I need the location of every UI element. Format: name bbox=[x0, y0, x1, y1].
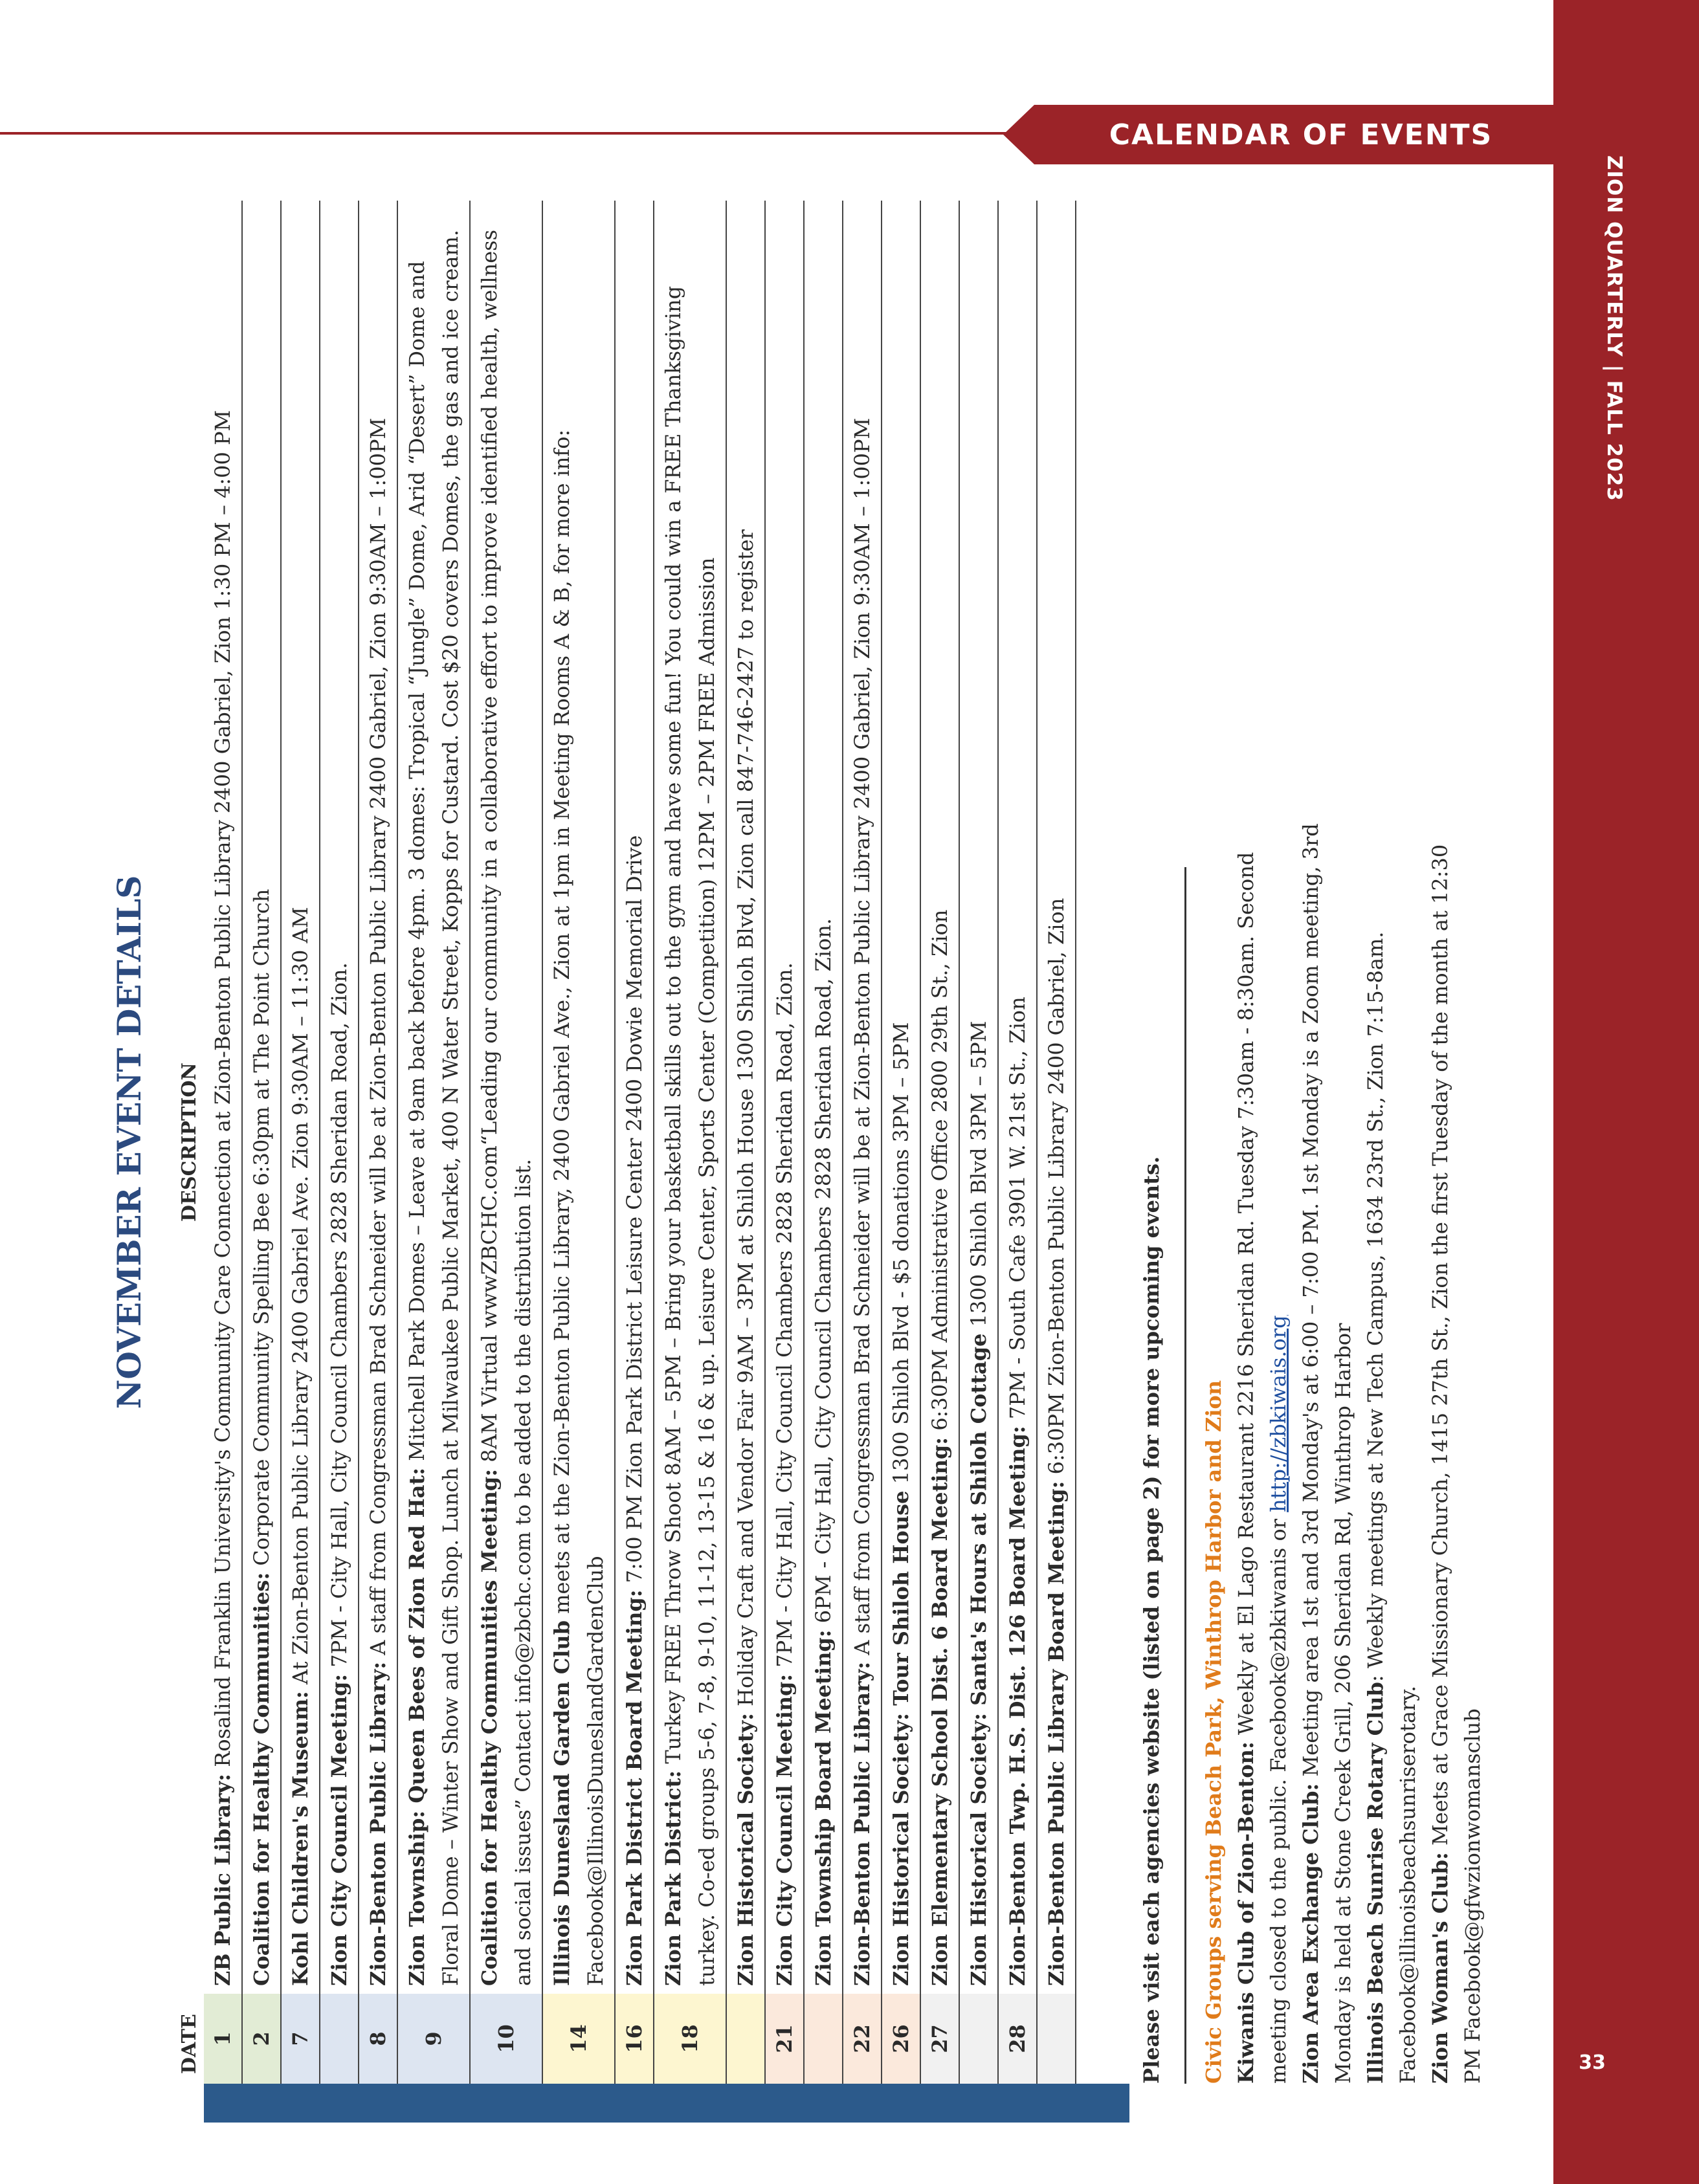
event-description bbox=[726, 201, 765, 1994]
event-text: 6:30PM Zion-Benton Public Library 2400 Gabriel, Zion bbox=[1044, 898, 1069, 1475]
civic-name: Kiwanis Club of Zion-Benton: bbox=[1234, 1741, 1258, 2084]
event-date: 16 bbox=[615, 1994, 654, 2084]
event-text: meets at the Zion-Benton Public Library, 2400 Gabriel Ave., Zion at 1pm in Meeting Rooms A & B, for more info: Facebook@IllinoisDuneslandGardenClub bbox=[550, 429, 608, 1986]
event-text: Mitchell Park Domes – Leave at 9am back before 4pm. 3 domes: Tropical “Jungle” Dome, Arid “Desert” Dome and Floral Dome – Winter Show and Gift Shop. Lunch at Milwaukee Public Market, 400 N Water Street, Kopps for Custard. Cost $20 covers Domes, the gas and ice cream. bbox=[405, 229, 463, 1986]
table-row bbox=[654, 201, 726, 2084]
event-date: 8 bbox=[359, 1994, 397, 2084]
event-organizer: Zion Park District Board Meeting: bbox=[622, 1589, 647, 1986]
publication-label: ZION QUARTERLY | FALL 2023 bbox=[1603, 155, 1626, 502]
civic-text: Meeting area 1st and 3rd Monday's at 6:00 – 7:00 PM. 1st Monday is a Zoom meeting, 3rd Monday is held at Stone Creek Grill, 206 Sheridan Rd, Winthrop Harbor bbox=[1298, 823, 1355, 2084]
event-date bbox=[320, 1994, 359, 2084]
event-date: 14 bbox=[542, 1994, 615, 2084]
event-date: 26 bbox=[882, 1994, 920, 2084]
event-date: 7 bbox=[281, 1994, 320, 2084]
event-date: 1 bbox=[204, 1994, 242, 2084]
table-header-bar bbox=[204, 2084, 1129, 2123]
event-description bbox=[542, 201, 615, 1994]
event-date: 9 bbox=[397, 1994, 470, 2084]
event-date: 10 bbox=[470, 1994, 542, 2084]
section-divider bbox=[1184, 867, 1186, 2084]
civic-name: Zion Woman's Club: bbox=[1428, 1852, 1452, 2084]
event-text: Corporate Community Spelling Bee 6:30pm at The Point Church bbox=[249, 888, 274, 1566]
page-title: NOVEMBER EVENT DETAILS bbox=[110, 875, 148, 1409]
event-description bbox=[765, 201, 804, 1994]
event-text: Turkey FREE Throw Shoot 8AM – 5PM – Bring your basketball skills out to the gym and have some fun! You could win a FREE Thanksgiving turkey. Co-ed groups 5-6, 7-8, 9-10, 11-12, 13-15 & 16 & up. Leisure Center, Sports Center (Competition) 12PM – 2PM FREE Admission bbox=[661, 285, 719, 1986]
event-organizer: ZB Public Library: bbox=[210, 1773, 235, 1986]
rotated-content bbox=[104, 201, 1560, 2084]
event-text: A staff from Congressman Brad Schneider will be at Zion-Benton Public Library 2400 Gabriel, Zion 9:30AM – 1:00PM bbox=[850, 417, 874, 1655]
events-table bbox=[204, 201, 1076, 2084]
table-row bbox=[843, 201, 882, 2084]
event-organizer: Zion Historical Society: bbox=[733, 1713, 758, 1986]
event-organizer: Zion-Benton Twp. H.S. Dist. 126 Board Meeting: bbox=[1005, 1426, 1030, 1986]
event-organizer: Zion City Council Meeting: bbox=[772, 1673, 797, 1986]
event-organizer: Zion City Council Meeting: bbox=[327, 1673, 351, 1986]
civic-text: Meets at Grace Missionary Church, 1415 27th St., Zion the first Tuesday of the month at 12:30 PM Facebook@gfwzionwomansclub bbox=[1428, 844, 1485, 2084]
event-description bbox=[470, 201, 542, 1994]
sidebar-band bbox=[1553, 0, 1699, 2184]
event-description bbox=[1037, 201, 1076, 1994]
civic-groups bbox=[1197, 822, 1489, 2084]
event-text: Rosalind Franklin University's Community Care Connection at Zion-Benton Public Library 2400 Gabriel, Zion 1:30 PM – 4:00 PM bbox=[210, 410, 235, 1767]
event-text: 6PM - City Hall, City Council Chambers 2828 Sheridan Road, Zion. bbox=[811, 918, 836, 1624]
table-row bbox=[998, 201, 1037, 2084]
table-row bbox=[882, 201, 920, 2084]
event-text: Holiday Craft and Vendor Fair 9AM – 3PM at Shiloh House 1300 Shiloh Blvd, Zion call 847-746-2427 to register bbox=[733, 529, 758, 1706]
upcoming-events-note: Please visit each agencies website (listed on page 2) for more upcoming events. bbox=[1139, 1156, 1164, 2084]
event-description bbox=[242, 201, 281, 1994]
event-text: A staff from Congressman Brad Schneider will be at Zion-Benton Public Library 2400 Gabriel, Zion 9:30AM – 1:00PM bbox=[366, 417, 390, 1655]
civic-heading: Civic Groups serving Beach Park, Winthrop Harbor and Zion bbox=[1201, 1380, 1226, 2084]
civic-item-kiwanis bbox=[1230, 822, 1294, 2084]
event-date bbox=[1037, 1994, 1076, 2084]
event-description bbox=[998, 201, 1037, 1994]
page-number: 33 bbox=[1579, 2051, 1606, 2074]
description-column-header: DESCRIPTION bbox=[178, 1063, 201, 1222]
event-organizer: Zion-Benton Public Library Board Meeting: bbox=[1044, 1481, 1069, 1986]
event-description bbox=[397, 201, 470, 1994]
table-row bbox=[804, 201, 843, 2084]
event-description bbox=[320, 201, 359, 1994]
table-row bbox=[1037, 201, 1076, 2084]
event-date: 18 bbox=[654, 1994, 726, 2084]
civic-text: Weekly at El Lago Restaurant 2216 Sheridan Rd. Tuesday 7:30am - 8:30am. Second meeting closed to the public. Facebook@zbkiwanis or bbox=[1234, 852, 1291, 2084]
event-date bbox=[726, 1994, 765, 2084]
event-text: 7PM - South Cafe 3901 W. 21st St., Zion bbox=[1005, 997, 1030, 1420]
event-date: 27 bbox=[920, 1994, 959, 2084]
event-description bbox=[615, 201, 654, 1994]
event-text: 8AM Virtual wwwZBCHC.com“Leading our community in a collaborative effort to improve identified health, wellness and social issues” Contact info@zbchc.com to be added to the distribution list. bbox=[477, 229, 535, 1986]
event-organizer: Kohl Children's Museum: bbox=[288, 1691, 313, 1986]
civic-text: : Weekly meetings at New Tech Campus, 1634 23rd St., Zion 7:15-8am. Facebook@illinoisbeachsunriserotary. bbox=[1363, 931, 1420, 2084]
event-text: 7PM - City Hall, City Council Chambers 2828 Sheridan Road, Zion. bbox=[327, 962, 351, 1668]
event-description bbox=[920, 201, 959, 1994]
event-description bbox=[804, 201, 843, 1994]
event-date: 2 bbox=[242, 1994, 281, 2084]
event-text: 1300 Shiloh Blvd - $5 donations 3PM – 5PM bbox=[889, 1022, 913, 1484]
event-organizer: Zion Township Board Meeting: bbox=[811, 1629, 836, 1986]
kiwanis-link[interactable]: http://zbkiwais.org bbox=[1266, 1315, 1291, 1512]
table-row bbox=[359, 201, 397, 2084]
event-organizer: Zion-Benton Public Library: bbox=[850, 1661, 874, 1986]
event-date: 22 bbox=[843, 1994, 882, 2084]
table-row bbox=[242, 201, 281, 2084]
event-date: 28 bbox=[998, 1994, 1037, 2084]
event-date bbox=[959, 1994, 998, 2084]
civic-item-exchange bbox=[1294, 822, 1359, 2084]
event-organizer: Zion Historical Society: Tour Shiloh House bbox=[889, 1490, 913, 1986]
event-organizer: Coalition for Healthy Communities: bbox=[249, 1572, 274, 1986]
calendar-tab-label: CALENDAR OF EVENTS bbox=[1109, 118, 1493, 151]
event-text: At Zion-Benton Public Library 2400 Gabriel Ave. Zion 9:30AM – 11:30 AM bbox=[288, 907, 313, 1684]
event-organizer: Illinois Dunesland Garden Club bbox=[550, 1620, 574, 1986]
event-date: 21 bbox=[765, 1994, 804, 2084]
event-organizer: Zion Historical Society: Santa's Hours at Shiloh Cottage bbox=[966, 1333, 991, 1986]
table-row bbox=[542, 201, 615, 2084]
event-description bbox=[281, 201, 320, 1994]
table-row bbox=[470, 201, 542, 2084]
civic-item-womans-club bbox=[1424, 822, 1489, 2084]
civic-name: Zion Area Exchange Club: bbox=[1298, 1783, 1323, 2084]
event-text: 6:30PM Administrative Office 2800 29th St., Zion bbox=[927, 909, 952, 1431]
table-row bbox=[726, 201, 765, 2084]
event-description bbox=[843, 201, 882, 1994]
date-column-header: DATE bbox=[178, 2014, 201, 2074]
event-organizer: Coalition for Healthy Communities Meeting: bbox=[477, 1468, 502, 1986]
table-row bbox=[920, 201, 959, 2084]
table-row bbox=[397, 201, 470, 2084]
event-date bbox=[804, 1994, 843, 2084]
table-row bbox=[615, 201, 654, 2084]
event-description bbox=[359, 201, 397, 1994]
civic-item-rotary bbox=[1359, 822, 1424, 2084]
table-row bbox=[281, 201, 320, 2084]
event-text: 7:00 PM Zion Park District Leisure Center 2400 Dowie Memorial Drive bbox=[622, 835, 647, 1583]
event-description bbox=[654, 201, 726, 1994]
table-row bbox=[765, 201, 804, 2084]
table-row bbox=[320, 201, 359, 2084]
civic-name: Illinois Beach Sunrise Rotary Club bbox=[1363, 1682, 1388, 2084]
table-row bbox=[959, 201, 998, 2084]
event-text: 7PM - City Hall, City Council Chambers 2828 Sheridan Road, Zion. bbox=[772, 962, 797, 1668]
event-text: 1300 Shiloh Blvd 3PM – 5PM bbox=[966, 1020, 991, 1327]
event-organizer: Zion Elementary School Dist. 6 Board Meeting: bbox=[927, 1437, 952, 1986]
event-description bbox=[204, 201, 242, 1994]
event-description bbox=[882, 201, 920, 1994]
event-organizer: Zion-Benton Public Library: bbox=[366, 1661, 390, 1986]
event-description bbox=[959, 201, 998, 1994]
header-rule bbox=[0, 132, 1010, 135]
event-organizer: Zion Township: Queen Bees of Zion Red Hat: bbox=[405, 1467, 429, 1986]
table-row bbox=[204, 201, 242, 2084]
event-organizer: Zion Park District: bbox=[661, 1770, 685, 1986]
